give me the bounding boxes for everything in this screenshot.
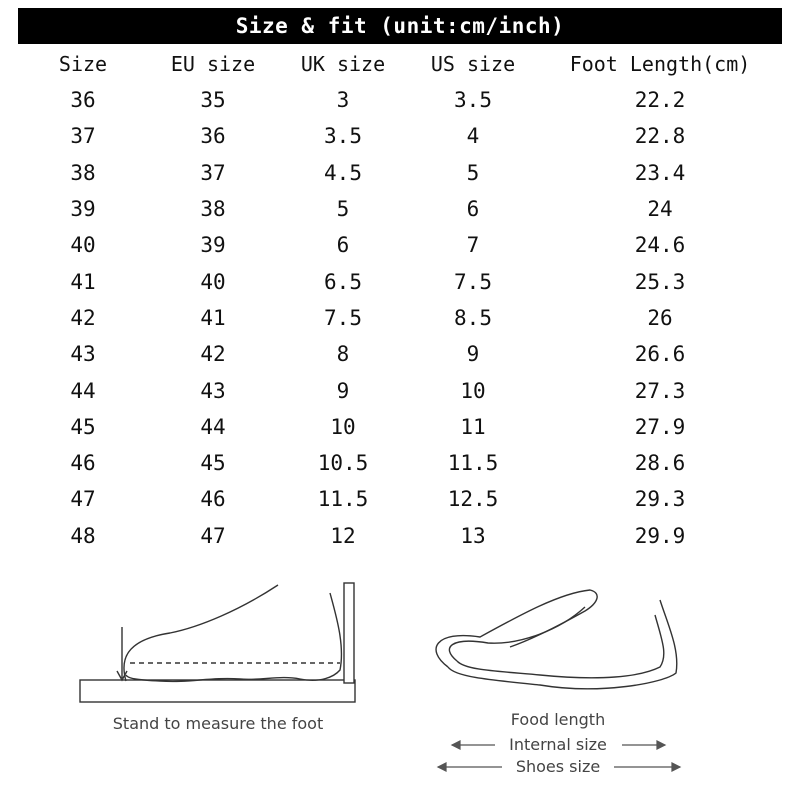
cell-us-size: 13 (460, 523, 486, 548)
cell-foot-length: 27.3 (634, 378, 686, 403)
cell-us-size: 12.5 (447, 487, 499, 512)
cell-size: 40 (70, 233, 96, 258)
cell-foot-length: 26 (647, 305, 673, 330)
table-row (18, 409, 782, 445)
table-row (18, 263, 782, 299)
column-header-size: Size (58, 52, 108, 76)
cell-uk-size: 3.5 (324, 124, 362, 149)
cell-eu-size: 37 (200, 160, 226, 185)
cell-size: 48 (70, 523, 96, 548)
cell-uk-size: 6 (336, 233, 350, 258)
table-row (18, 300, 782, 336)
column-header-eu-size: EU size (170, 52, 256, 76)
internal-size-label: Internal size (509, 735, 607, 754)
cell-uk-size: 12 (330, 523, 356, 548)
column-header-us-size: US size (430, 52, 516, 76)
cell-foot-length: 28.6 (634, 451, 686, 476)
table-row (18, 518, 782, 554)
cell-size: 36 (70, 88, 96, 113)
cell-eu-size: 47 (200, 523, 226, 548)
cell-uk-size: 7.5 (324, 305, 362, 330)
cell-eu-size: 36 (200, 124, 226, 149)
table-row (18, 118, 782, 154)
cell-eu-size: 39 (200, 233, 226, 258)
cell-eu-size: 46 (200, 487, 226, 512)
cell-eu-size: 41 (200, 305, 226, 330)
cell-size: 38 (70, 160, 96, 185)
table-row (18, 82, 782, 118)
cell-uk-size: 10.5 (317, 451, 369, 476)
cell-foot-length: 22.2 (634, 88, 686, 113)
cell-foot-length: 22.8 (634, 124, 686, 149)
cell-size: 43 (70, 342, 96, 367)
shoes-size-label: Shoes size (515, 757, 601, 776)
cell-uk-size: 8 (336, 342, 350, 367)
table-row (18, 227, 782, 263)
cell-uk-size: 9 (336, 378, 350, 403)
cell-foot-length: 24.6 (634, 233, 686, 258)
cell-foot-length: 29.9 (634, 523, 686, 548)
cell-size: 39 (70, 197, 96, 222)
cell-eu-size: 38 (200, 197, 226, 222)
foot-measurement-illustration (0, 555, 800, 800)
measure-caption: Stand to measure the foot (112, 714, 324, 733)
cell-eu-size: 45 (200, 451, 226, 476)
table-row (18, 372, 782, 408)
cell-us-size: 7 (466, 233, 480, 258)
cell-size: 41 (70, 269, 96, 294)
insole-top (449, 607, 585, 661)
cell-size: 46 (70, 451, 96, 476)
floor-board (80, 680, 355, 702)
column-header-uk-size: UK size (300, 52, 386, 76)
table-row (18, 155, 782, 191)
cell-us-size: 10 (460, 378, 486, 403)
cell-foot-length: 26.6 (634, 342, 686, 367)
shoe-outer-sole (448, 600, 677, 689)
cell-eu-size: 42 (200, 342, 226, 367)
cell-us-size: 9 (466, 342, 480, 367)
shoe-size-diagram (436, 590, 677, 689)
foot-measure-diagram (80, 583, 355, 702)
table-row (18, 191, 782, 227)
cell-eu-size: 35 (200, 88, 226, 113)
table-header-row (18, 46, 782, 82)
cell-eu-size: 44 (200, 414, 226, 439)
foot-length-caption: Food length (510, 710, 606, 729)
cell-us-size: 3.5 (454, 88, 492, 113)
cell-us-size: 5 (466, 160, 480, 185)
cell-size: 44 (70, 378, 96, 403)
wall-board (344, 583, 354, 683)
table-row (18, 336, 782, 372)
table-row (18, 481, 782, 517)
cell-foot-length: 23.4 (634, 160, 686, 185)
cell-foot-length: 24 (647, 197, 673, 222)
cell-us-size: 6 (466, 197, 480, 222)
cell-us-size: 4 (466, 124, 480, 149)
column-header-foot-length: Foot Length(cm) (569, 52, 751, 76)
cell-foot-length: 25.3 (634, 269, 686, 294)
cell-us-size: 11 (460, 414, 486, 439)
foot-sole-outline (126, 593, 341, 681)
page-title: Size & fit (unit:cm/inch) (18, 8, 782, 44)
cell-uk-size: 11.5 (317, 487, 369, 512)
cell-us-size: 7.5 (454, 269, 492, 294)
cell-eu-size: 40 (200, 269, 226, 294)
cell-size: 37 (70, 124, 96, 149)
cell-foot-length: 27.9 (634, 414, 686, 439)
cell-us-size: 8.5 (454, 305, 492, 330)
cell-size: 42 (70, 305, 96, 330)
size-chart-table (18, 46, 782, 554)
cell-uk-size: 10 (330, 414, 356, 439)
cell-size: 47 (70, 487, 96, 512)
foot-top-outline (124, 585, 278, 681)
shoe-outer-top (436, 590, 597, 667)
cell-uk-size: 4.5 (324, 160, 362, 185)
cell-uk-size: 5 (336, 197, 350, 222)
cell-uk-size: 3 (336, 88, 350, 113)
cell-foot-length: 29.3 (634, 487, 686, 512)
cell-us-size: 11.5 (447, 451, 499, 476)
cell-uk-size: 6.5 (324, 269, 362, 294)
table-row (18, 445, 782, 481)
cell-eu-size: 43 (200, 378, 226, 403)
cell-size: 45 (70, 414, 96, 439)
